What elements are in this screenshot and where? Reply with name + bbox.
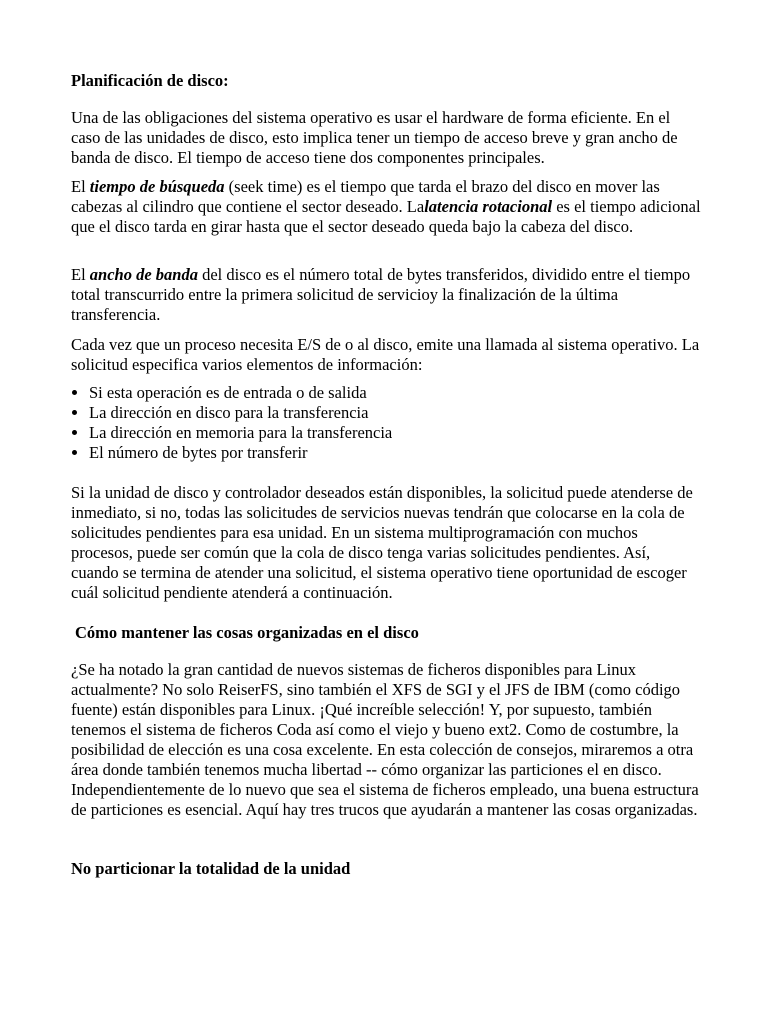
paragraph-intro: Una de las obligaciones del sistema operativo es usar el hardware de forma eficiente. En el caso de las unidades de disco, esto implica tener un tiempo de acceso breve y gran ancho de banda de disco. El tiempo de acceso tiene dos componentes principales. xyxy=(71,108,678,167)
paragraph-queue: Si la unidad de disco y controlador deseados están disponibles, la solicitud puede atenderse de inmediato, si no, todas las solicitudes de servicios nuevas tendrán que colocarse en la cola de solicitudes pendientes para esa unidad. En un sistema multiprogramación con muchos procesos, puede ser común que la cola de disco tenga varias solicitudes pendientes. Así, cuando se termina de atender una solicitud, el sistema operativo tiene oportunidad de escoger cuál solicitud pendiente atenderá a continuación. xyxy=(71,483,693,602)
text-run: El xyxy=(71,177,90,196)
paragraph-seek-time xyxy=(71,177,701,237)
list-item: • El número de bytes por transferir xyxy=(89,443,719,463)
section-heading-organize-disk: Cómo mantener las cosas organizadas en el disco xyxy=(75,623,419,642)
paragraph-bandwidth xyxy=(71,265,701,325)
term-rotational-latency: latencia rotacional xyxy=(424,197,553,216)
section-heading-disk-scheduling: Planificación de disco: xyxy=(71,71,229,90)
list-item: • La dirección en memoria para la transferencia xyxy=(89,423,719,443)
list-item: • La dirección en disco para la transferencia xyxy=(89,403,719,423)
term-seek-time: tiempo de búsqueda xyxy=(89,177,225,196)
text-run: (seek time) es el tiempo que tarda el brazo del disco en mover las cabezas al cilindro que contiene el sector deseado. La xyxy=(71,177,660,216)
text-run: del disco es el número total de bytes transferidos, dividido entre el tiempo total transcurrido entre la primera solicitud de servicioy la finalización de la última transferencia. xyxy=(71,265,691,324)
list-item: • Si esta operación es de entrada o de salida xyxy=(89,383,719,403)
text-run: El xyxy=(71,265,90,284)
term-bandwidth: ancho de banda xyxy=(89,265,198,284)
paragraph-filesystems: ¿Se ha notado la gran cantidad de nuevos sistemas de ficheros disponibles para Linux actualmente? No solo ReiserFS, sino también el XFS de SGI y el JFS de IBM (como código fuente) están disponibles para Linux. ¡Qué increíble selección! Y, por supuesto, también tenemos el sistema de ficheros Coda así como el viejo y bueno ext2. Como de costumbre, la posibilidad de elección es una cosa excelente. En esta colección de consejos, miraremos a otra área donde también tenemos mucha libertad -- cómo organizar las particiones el en disco. Independientemente de lo nuevo que sea el sistema de ficheros empleado, una buena estructura de particiones es esencial. Aquí hay tres trucos que ayudarán a mantener las cosas organizadas. xyxy=(71,660,699,819)
section-heading-partition-advice: No particionar la totalidad de la unidad xyxy=(71,859,351,878)
request-info-list xyxy=(71,383,719,463)
text-run: es el tiempo adicional que el disco tarda en girar hasta que el sector deseado queda bajo la cabeza del disco. xyxy=(71,197,701,236)
paragraph-io-request: Cada vez que un proceso necesita E/S de o al disco, emite una llamada al sistema operativo. La solicitud especifica varios elementos de información: xyxy=(71,335,700,374)
